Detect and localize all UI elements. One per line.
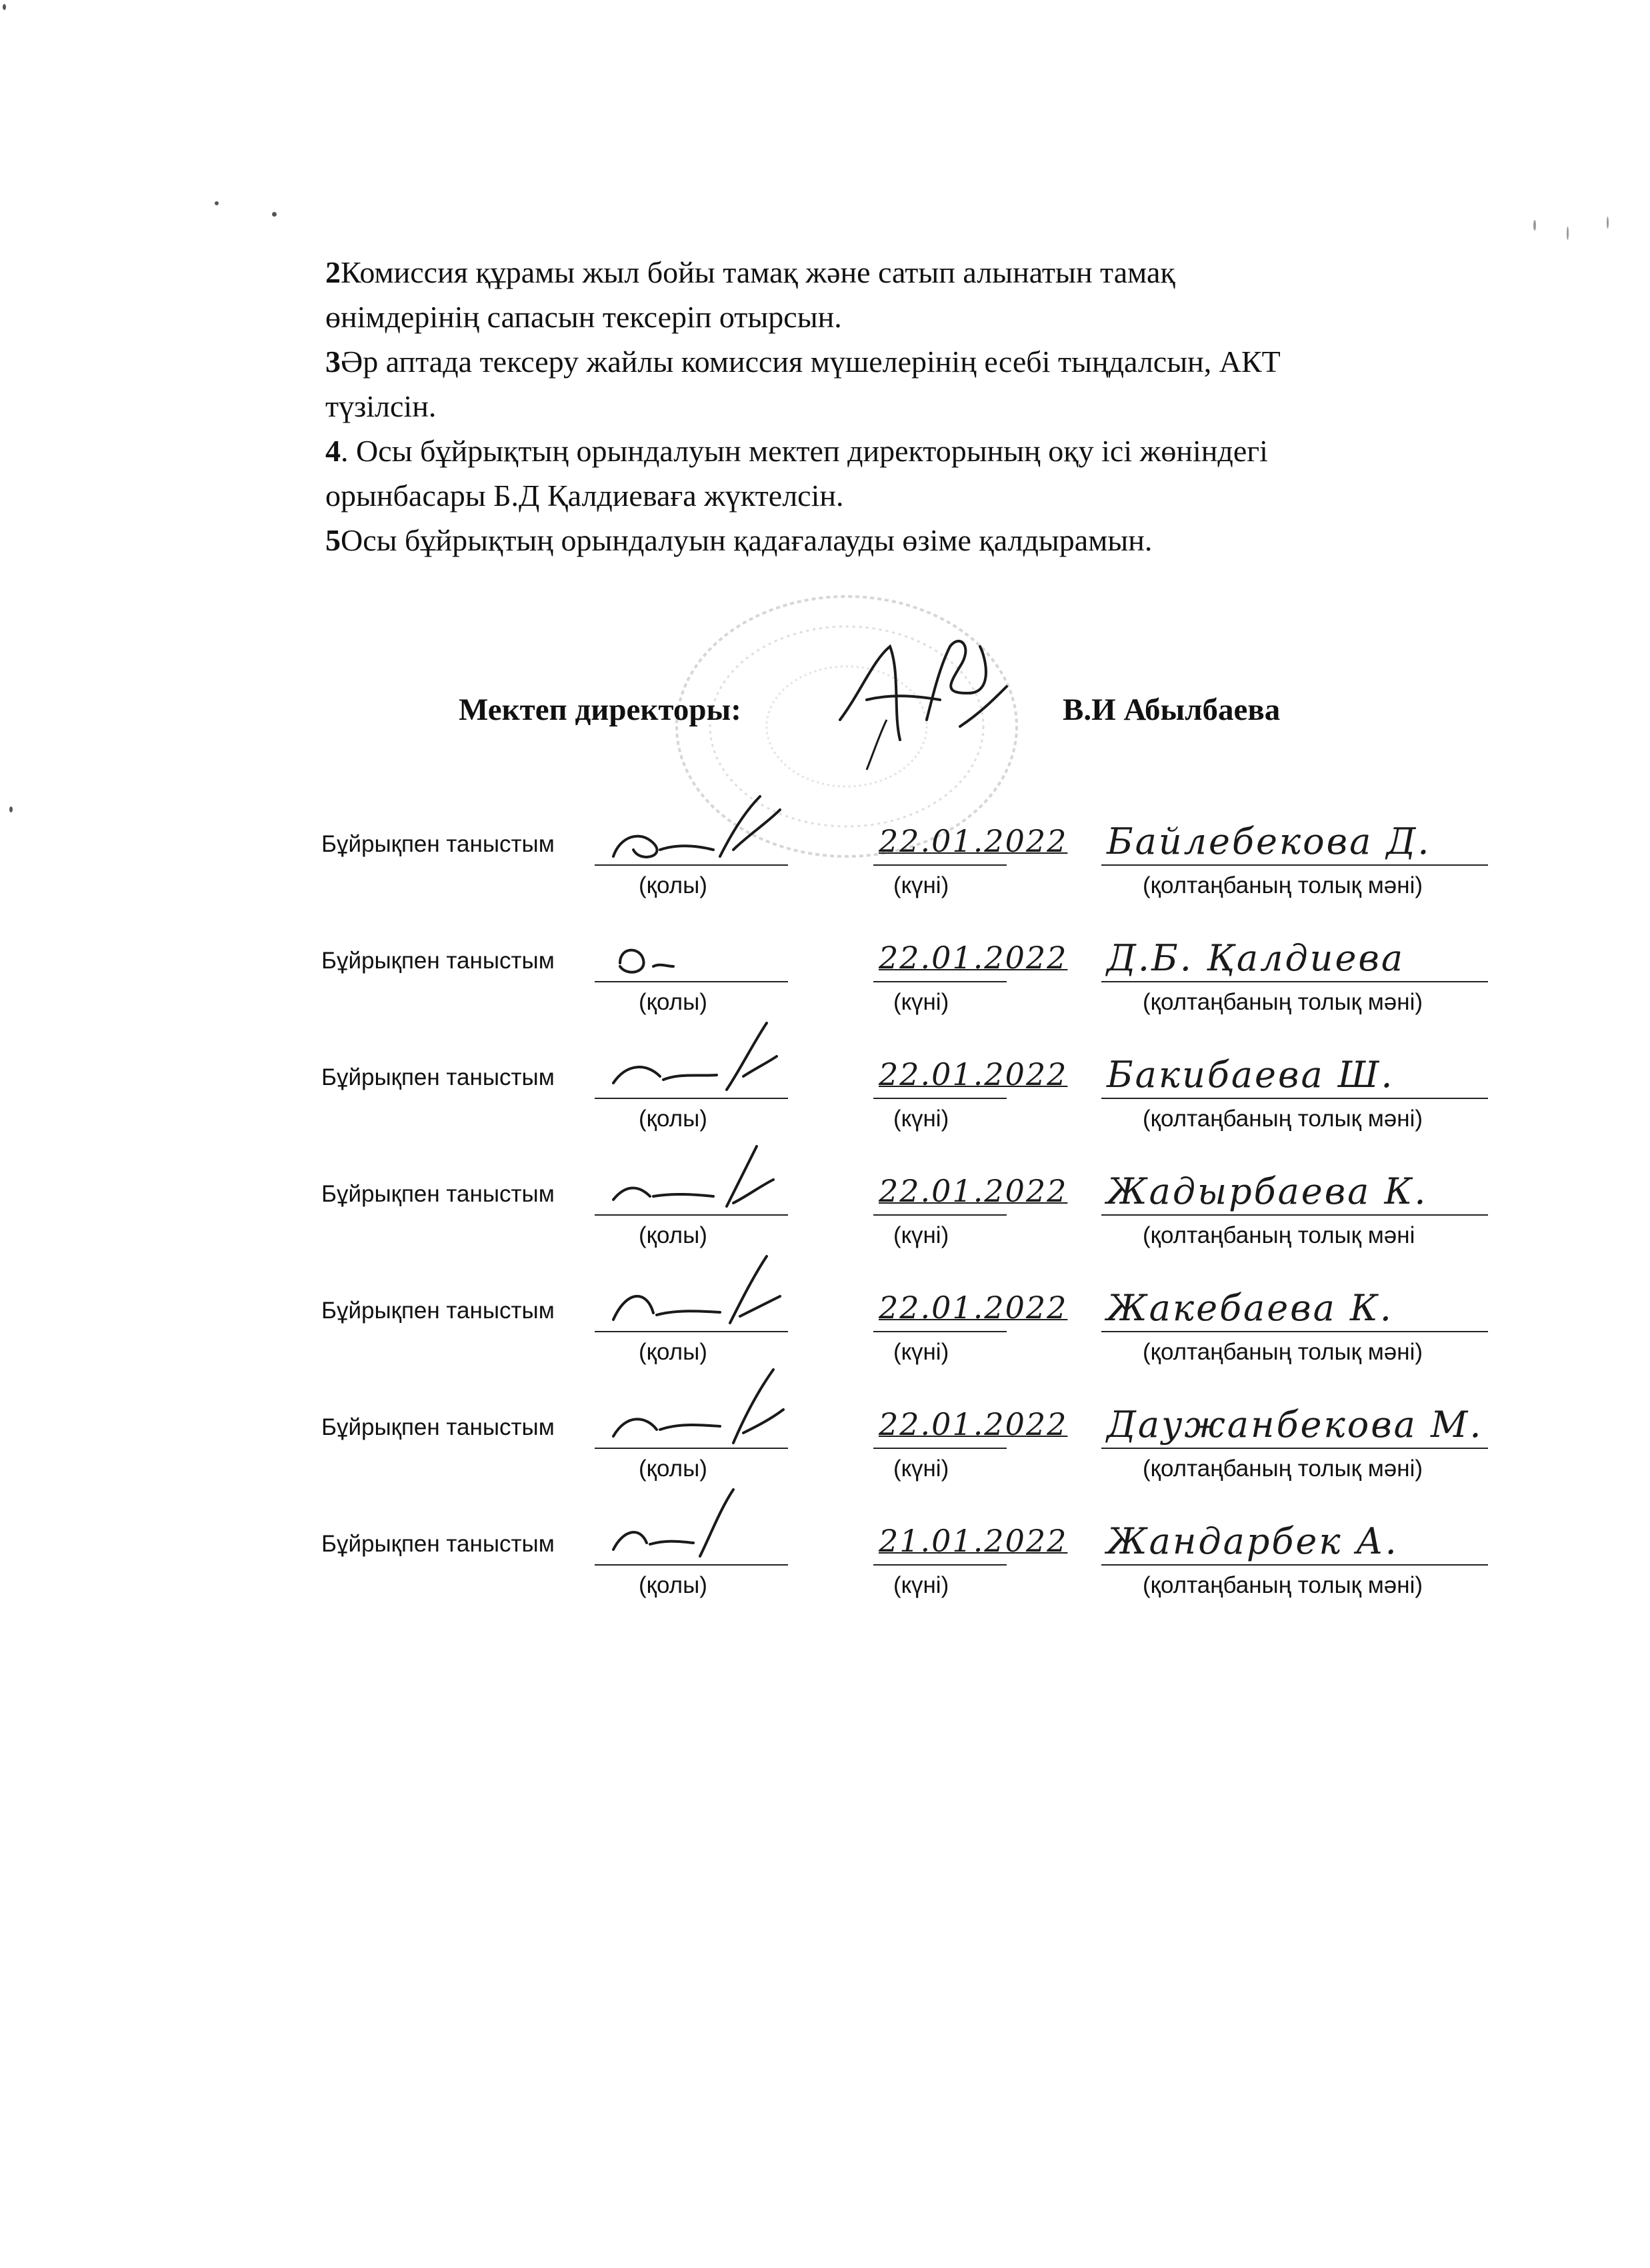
date-underline [873,1448,1007,1449]
order-item-number: 4 [325,434,341,468]
scan-speck [1567,227,1569,240]
acknowledgement-row [0,816,1650,930]
order-item-text: түзілсін. [325,389,437,423]
acknowledgement-label: Бұйрықпен таныстым [321,1298,555,1324]
order-item-text: Әр аптада тексеру жайлы комиссия мүшелерінің есебі тыңдалсын, АКТ [341,345,1281,379]
date-caption: (күні) [893,1106,949,1132]
signature-caption: (қолы) [639,989,707,1015]
date-underline [873,1564,1007,1566]
handwritten-signature [600,900,800,993]
date-underline [873,1331,1007,1332]
acknowledgement-label: Бұйрықпен таныстым [321,1181,555,1207]
full-name-caption: (қолтаңбаның толық мәні) [1143,1456,1423,1482]
acknowledgement-label: Бұйрықпен таныстым [321,948,555,974]
acknowledgement-label: Бұйрықпен таныстым [321,1531,555,1557]
scan-speck [272,212,277,217]
signature-caption: (қолы) [639,1456,707,1482]
acknowledgement-row [0,1516,1650,1630]
scan-speck [1607,217,1609,229]
full-name-caption: (қолтаңбаның толық мәні) [1143,989,1423,1015]
date-caption: (күні) [893,1222,949,1248]
scan-speck [9,806,13,812]
order-item-text: . Осы бұйрықтың орындалуын мектеп директорының оқу ісі жөніндегі [341,434,1268,468]
full-name-caption: (қолтаңбаның толық мәні) [1143,1339,1423,1365]
order-item-text: Осы бұйрықтың орындалуын қадағалауды өзіме қалдырамын. [341,523,1153,557]
handwritten-full-name: Даужанбекова М. [1107,1404,1483,1446]
signature-caption: (қолы) [639,1339,707,1365]
handwritten-full-name: Д.Б. Қалдиева [1107,937,1405,979]
order-item-number: 2 [325,255,341,289]
order-item-2 [325,250,1499,339]
signature-caption: (қолы) [639,1106,707,1132]
director-title: Мектеп директоры: [459,692,741,727]
handwritten-date: 22.01.2022 [879,1056,1068,1092]
date-underline [873,1098,1007,1099]
handwritten-signature [600,1250,800,1343]
acknowledgement-row [0,1050,1650,1163]
date-caption: (күні) [893,1339,949,1365]
order-item-number: 3 [325,345,341,379]
order-item-text: орынбасары Б.Д Қалдиеваға жүктелсін. [325,479,844,513]
name-underline [1101,1564,1488,1566]
order-item-text: өнімдерінің сапасын тексеріп отырсын. [325,300,842,334]
order-item-5 [325,518,1499,563]
full-name-caption: (қолтаңбаның толық мәні) [1143,1106,1423,1132]
name-underline [1101,1331,1488,1332]
date-underline [873,1214,1007,1216]
full-name-caption: (қолтаңбаның толық мәні) [1143,872,1423,898]
name-underline [1101,981,1488,982]
date-caption: (күні) [893,1572,949,1598]
name-underline [1101,1214,1488,1216]
acknowledgement-label: Бұйрықпен таныстым [321,831,555,857]
director-name: В.И Абылбаева [1063,692,1281,727]
full-name-caption: (қолтаңбаның толық мәні) [1143,1572,1423,1598]
signature-caption: (қолы) [639,1222,707,1248]
date-underline [873,981,1007,982]
acknowledgement-label: Бұйрықпен таныстым [321,1064,555,1090]
full-name-caption: (қолтаңбаның толық мәні [1143,1222,1415,1248]
scan-speck [3,4,6,10]
order-item-3 [325,339,1499,429]
scan-speck [1533,220,1536,231]
handwritten-full-name: Жандарбек А. [1107,1520,1399,1562]
acknowledgement-label: Бұйрықпен таныстым [321,1414,555,1440]
date-caption: (күні) [893,872,949,898]
scan-speck [215,201,219,205]
handwritten-signature [600,1016,800,1110]
date-caption: (күні) [893,989,949,1015]
sig-underline [595,981,788,982]
handwritten-full-name: Байлебекова Д. [1107,820,1431,862]
sig-underline [595,1098,788,1099]
handwritten-signature [600,1133,800,1226]
acknowledgement-row [0,1400,1650,1513]
handwritten-full-name: Жадырбаева К. [1107,1170,1428,1212]
acknowledgement-row [0,1283,1650,1396]
order-item-text: Комиссия құрамы жыл бойы тамақ және сатып алынатын тамақ [341,255,1175,289]
handwritten-date: 22.01.2022 [879,1406,1068,1442]
sig-underline [595,1214,788,1216]
handwritten-date: 21.01.2022 [879,1523,1068,1559]
acknowledgement-row [0,933,1650,1046]
name-underline [1101,1098,1488,1099]
sig-underline [595,1448,788,1449]
handwritten-date: 22.01.2022 [879,940,1068,976]
sig-underline [595,864,788,866]
date-caption: (күні) [893,1456,949,1482]
handwritten-full-name: Бакибаева Ш. [1107,1054,1395,1096]
handwritten-signature [600,1483,800,1576]
handwritten-full-name: Жакебаева К. [1107,1287,1393,1329]
name-underline [1101,1448,1488,1449]
order-item-4 [325,429,1499,518]
handwritten-date: 22.01.2022 [879,1290,1068,1326]
acknowledgement-row [0,1166,1650,1280]
handwritten-date: 22.01.2022 [879,823,1068,859]
name-underline [1101,864,1488,866]
date-underline [873,864,1007,866]
signature-caption: (қолы) [639,872,707,898]
handwritten-signature [600,1366,800,1460]
sig-underline [595,1331,788,1332]
handwritten-date: 22.01.2022 [879,1173,1068,1209]
sig-underline [595,1564,788,1566]
order-item-number: 5 [325,523,341,557]
handwritten-signature [600,783,800,876]
signature-caption: (қолы) [639,1572,707,1598]
director-signature [827,620,1027,773]
